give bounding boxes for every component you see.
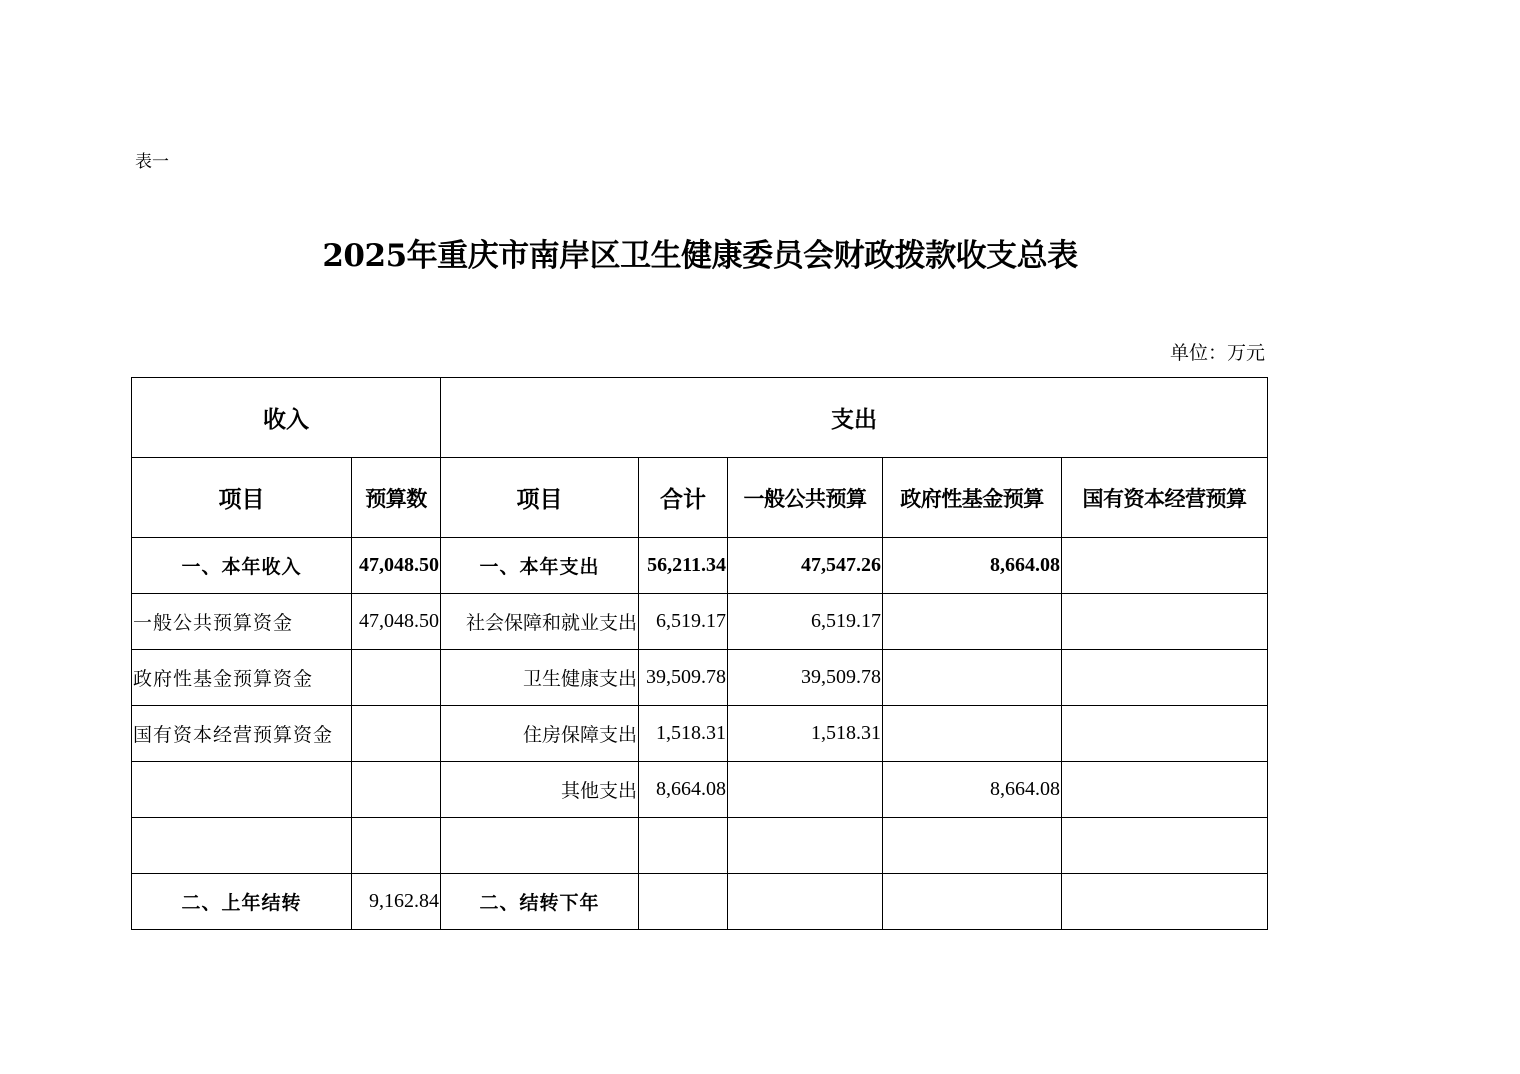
income-item: 一、本年收入 [132,538,352,594]
fund-amount: 8,664.08 [883,538,1062,594]
total-amount [639,818,728,874]
table-row [132,706,1268,762]
fund-amount [883,650,1062,706]
state-amount [1062,706,1268,762]
expense-item [441,818,639,874]
income-item [132,762,352,818]
total-amount [639,874,728,930]
table-row [132,762,1268,818]
fund-amount [883,874,1062,930]
header-row-main [132,378,1268,458]
table-row [132,874,1268,930]
general-amount [728,762,883,818]
fund-amount: 8,664.08 [883,762,1062,818]
income-amount [352,818,441,874]
unit-note: 单位：万元 [1169,342,1265,364]
total-amount: 1,518.31 [639,706,728,762]
expense-item: 其他支出 [441,762,639,818]
expense-item: 卫生健康支出 [441,650,639,706]
header-income: 收入 [132,378,441,458]
income-item: 国有资本经营预算资金 [132,706,352,762]
table-row [132,538,1268,594]
total-amount: 39,509.78 [639,650,728,706]
general-amount [728,818,883,874]
general-amount: 6,519.17 [728,594,883,650]
header-row-columns [132,458,1268,538]
general-amount [728,874,883,930]
fund-amount [883,594,1062,650]
income-amount [352,650,441,706]
col-state-capital-budget: 国有资本经营预算 [1062,458,1268,538]
state-amount [1062,538,1268,594]
col-income-amount: 预算数 [352,458,441,538]
fund-amount [883,706,1062,762]
income-amount: 47,048.50 [352,594,441,650]
income-amount [352,706,441,762]
total-amount: 56,211.34 [639,538,728,594]
table-row [132,818,1268,874]
total-amount: 6,519.17 [639,594,728,650]
income-amount: 47,048.50 [352,538,441,594]
total-amount: 8,664.08 [639,762,728,818]
income-amount: 9,162.84 [352,874,441,930]
fund-amount [883,818,1062,874]
state-amount [1062,818,1268,874]
state-amount [1062,594,1268,650]
table-label: 表一 [135,152,169,172]
expense-item: 二、结转下年 [441,874,639,930]
state-amount [1062,874,1268,930]
table-row [132,650,1268,706]
budget-table [131,377,1268,930]
col-fund-budget: 政府性基金预算 [883,458,1062,538]
state-amount [1062,650,1268,706]
state-amount [1062,762,1268,818]
col-general-budget: 一般公共预算 [728,458,883,538]
page-title: 2025年重庆市南岸区卫生健康委员会财政拨款收支总表 [322,238,1078,274]
table-row [132,594,1268,650]
income-item: 二、上年结转 [132,874,352,930]
general-amount: 1,518.31 [728,706,883,762]
income-amount [352,762,441,818]
general-amount: 47,547.26 [728,538,883,594]
header-expense: 支出 [441,378,1268,458]
expense-item: 社会保障和就业支出 [441,594,639,650]
col-total: 合计 [639,458,728,538]
income-item: 政府性基金预算资金 [132,650,352,706]
general-amount: 39,509.78 [728,650,883,706]
col-income-item: 项目 [132,458,352,538]
col-expense-item: 项目 [441,458,639,538]
income-item [132,818,352,874]
expense-item: 住房保障支出 [441,706,639,762]
expense-item: 一、本年支出 [441,538,639,594]
income-item: 一般公共预算资金 [132,594,352,650]
